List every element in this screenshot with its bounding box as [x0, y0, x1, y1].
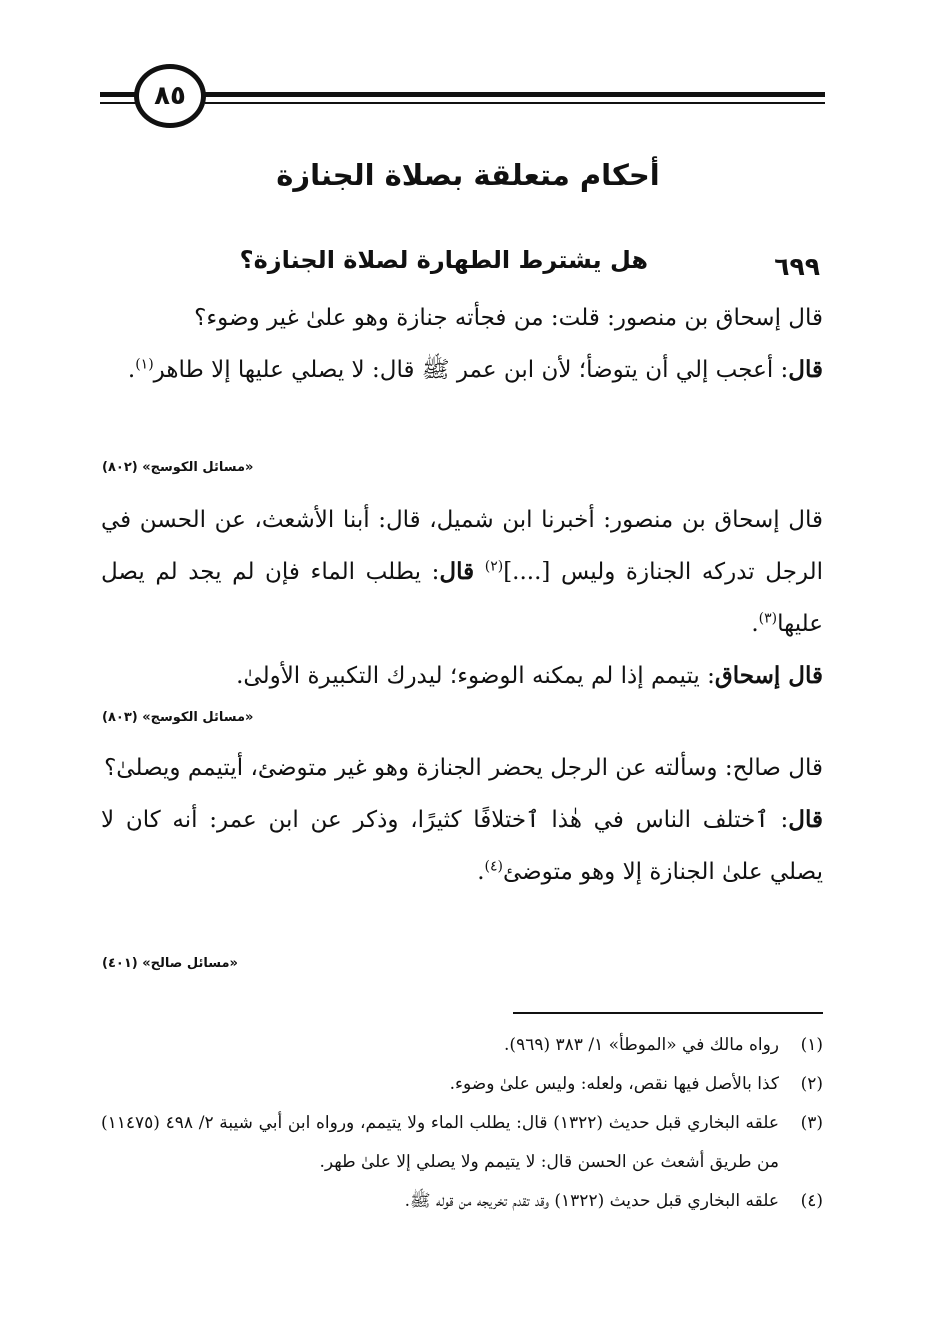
footnote-item — [101, 1182, 823, 1221]
footnote-ref-3: (٣) — [758, 610, 778, 627]
paragraph-2-end: . — [751, 611, 759, 637]
footnote-ref-2: (٢) — [484, 558, 504, 575]
paragraph-1-line-1: قال إسحاق بن منصور: قلت: من فجأته جنازة وهو علىٰ غير وضوء؟ — [194, 305, 823, 331]
qal-label: قال — [788, 806, 823, 833]
footnote-item — [101, 1104, 823, 1182]
paragraph-3-text-2: : ٱختلف الناس في هٰذا ٱختلافًا كثيرًا، وذكر عن ابن عمر: أنه كان لا يصلي علىٰ الجنازة إلا وهو متوضئ — [101, 807, 823, 885]
paragraph-2-text-3: : يتيمم إذا لم يمكنه الوضوء؛ ليدرك التكبيرة الأولىٰ. — [236, 663, 715, 689]
paragraph-1-line-2: : أعجب إلي أن يتوضأ؛ لأن ابن عمر ﷺ قال: لا يصلي عليها إلا طاهر — [153, 357, 789, 383]
qal-label: قال — [788, 356, 823, 383]
paragraph-2-text-1: قال إسحاق بن منصور: أخبرنا ابن شميل، قال: أبنا الأشعث، عن الحسن في الرجل تدركه الجنازة وليس [....] — [101, 507, 824, 585]
footnote-number: (٣) — [800, 1113, 823, 1133]
paragraph-3-end: . — [477, 859, 485, 885]
footnote-divider — [513, 1012, 823, 1014]
footnote-text: كذا بالأصل فيها نقص، ولعله: وليس علىٰ وضوء. — [449, 1074, 779, 1094]
footnote-item — [101, 1065, 823, 1104]
source-citation-3: «مسائل صالح» (٤٠١) — [102, 956, 238, 971]
footnote-ref-4: (٤) — [484, 858, 503, 875]
footnotes-list — [101, 1026, 823, 1221]
source-citation-2: «مسائل الكوسج» (٨٠٣) — [102, 710, 254, 725]
qal-ishaq-label: قال إسحاق — [714, 662, 823, 689]
question-heading — [100, 246, 820, 286]
question-title: هل يشترط الطهارة لصلاة الجنازة؟ — [239, 246, 648, 274]
page-number-badge — [134, 64, 206, 128]
paragraph-3 — [101, 742, 823, 898]
paragraph-2 — [101, 494, 823, 702]
header-rule-thin — [205, 102, 825, 104]
footnote-item — [101, 1026, 823, 1065]
chapter-title: أحكام متعلقة بصلاة الجنازة — [276, 158, 660, 192]
source-citation-1: «مسائل الكوسج» (٨٠٢) — [102, 460, 254, 475]
footnote-text: رواه مالك في «الموطأ» ١/ ٣٨٣ (٩٦٩). — [504, 1035, 779, 1055]
footnote-ref-1: (١) — [135, 356, 154, 373]
footnote-text: علقه البخاري قبل حديث (١٣٢٢) قال: يطلب الماء ولا يتيمم، ورواه ابن أبي شيبة ٢/ ٤٩٨ (١١٤٧٥) من طريق أشعث عن الحسن قال: لا يتيمم ولا يصلي إلا علىٰ طهر. — [101, 1113, 779, 1172]
footnote-number: (١) — [800, 1035, 823, 1055]
header-rule-thick — [205, 92, 825, 97]
paragraph-1-end: . — [127, 357, 136, 383]
qal-label: قال — [439, 558, 475, 585]
footnote-text: علقه البخاري قبل حديث (١٣٢٢) وقد تقدم تخريجه من قوله ﷺ. — [404, 1191, 779, 1211]
footnote-number: (٢) — [800, 1074, 823, 1094]
paragraph-1 — [101, 292, 823, 396]
question-number: ٦٩٩ — [774, 252, 820, 281]
page-number: ٨٥ — [154, 81, 186, 111]
paragraph-2-text-2: : يطلب الماء فإن لم يجد لم يصل عليها — [101, 559, 823, 637]
footnote-number: (٤) — [800, 1191, 823, 1211]
paragraph-3-text-1: قال صالح: وسألته عن الرجل يحضر الجنازة وهو غير متوضئ، أيتيمم ويصلىٰ؟ — [104, 755, 823, 781]
